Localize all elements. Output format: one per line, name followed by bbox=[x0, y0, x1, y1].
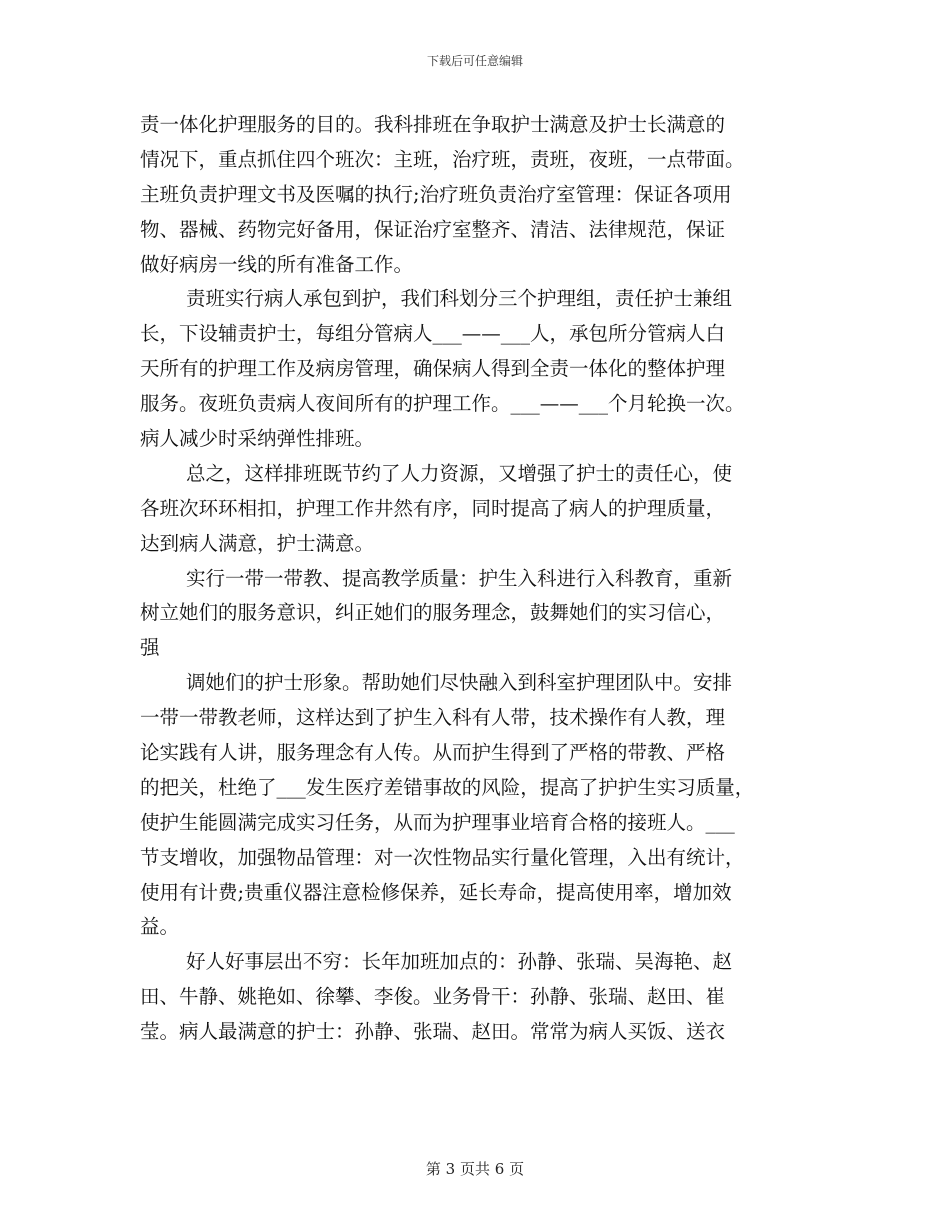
text-line: 责班实行病人承包到护，我们科划分三个护理组，责任护士兼组 bbox=[186, 287, 733, 311]
text-line: 物、器械、药物完好备用，保证治疗室整齐、清洁、法律规范，保证 bbox=[140, 217, 726, 241]
text-line: 莹。病人最满意的护士：孙静、张瑞、赵田。常常为病人买饭、送衣 bbox=[140, 1020, 726, 1044]
text-line: 节支增收，加强物品管理：对一次性物品实行量化管理，入出有统计， bbox=[140, 845, 745, 869]
text-line: 实行一带一带教、提高教学质量：护生入科进行入科教育，重新 bbox=[186, 566, 733, 590]
text-line: 益。 bbox=[140, 915, 180, 939]
paragraph-5 bbox=[140, 666, 830, 945]
text-line: 天所有的护理工作及病房管理，确保病人得到全责一体化的整体护理 bbox=[140, 357, 726, 381]
text-line: 好人好事层出不穷：长年加班加点的：孙静、张瑞、吴海艳、赵 bbox=[186, 950, 733, 974]
page-header: 下载后可任意编辑 bbox=[426, 54, 523, 68]
paragraph-3 bbox=[140, 457, 830, 562]
text-line: 强 bbox=[140, 636, 160, 660]
text-line: 一带一带教老师，这样达到了护生入科有人带，技术操作有人教，理 bbox=[140, 706, 726, 730]
text-line: 树立她们的服务意识，纠正她们的服务理念，鼓舞她们的实习信心， bbox=[140, 601, 726, 625]
text-line: 服务。夜班负责病人夜间所有的护理工作。___——___个月轮换一次。 bbox=[140, 392, 745, 416]
text-line: 长，下设辅责护士，每组分管病人___——___人，承包所分管病人白 bbox=[140, 322, 726, 346]
document-body bbox=[140, 108, 830, 1050]
text-line: 调她们的护士形象。帮助她们尽快融入到科室护理团队中。安排 bbox=[186, 671, 733, 695]
paragraph-2 bbox=[140, 282, 830, 456]
paragraph-4 bbox=[140, 562, 830, 667]
text-line: 田、牛静、姚艳如、徐攀、李俊。业务骨干：孙静、张瑞、赵田、崔 bbox=[140, 985, 726, 1009]
text-line: 主班负责护理文书及医嘱的执行;治疗班负责治疗室管理：保证各项用 bbox=[140, 182, 732, 206]
text-line: 病人减少时采纳弹性排班。 bbox=[140, 427, 375, 451]
text-line: 各班次环环相扣，护理工作井然有序，同时提高了病人的护理质量， bbox=[140, 496, 726, 520]
paragraph-1 bbox=[140, 108, 830, 282]
text-line: 论实践有人讲，服务理念有人传。从而护生得到了严格的带教、严格 bbox=[140, 741, 726, 765]
text-line: 使护生能圆满完成实习任务，从而为护理事业培育合格的接班人。___ bbox=[140, 810, 735, 834]
page-footer: 第 3 页共 6 页 bbox=[425, 1160, 525, 1178]
text-line: 使用有计费;贵重仪器注意检修保养，延长寿命，提高使用率，增加效 bbox=[140, 880, 732, 904]
text-line: 的把关，杜绝了___发生医疗差错事故的风险，提高了护护生实习质量， bbox=[140, 775, 755, 799]
text-line: 达到病人满意，护士满意。 bbox=[140, 531, 375, 555]
text-line: 情况下，重点抓住四个班次：主班，治疗班，责班，夜班，一点带面。 bbox=[140, 147, 745, 171]
text-line: 做好病房一线的所有准备工作。 bbox=[140, 252, 414, 276]
text-line: 责一体化护理服务的目的。我科排班在争取护士满意及护士长满意的 bbox=[140, 113, 726, 136]
text-line: 总之，这样排班既节约了人力资源，又增强了护士的责任心，使 bbox=[186, 461, 733, 485]
paragraph-6 bbox=[140, 945, 830, 1050]
